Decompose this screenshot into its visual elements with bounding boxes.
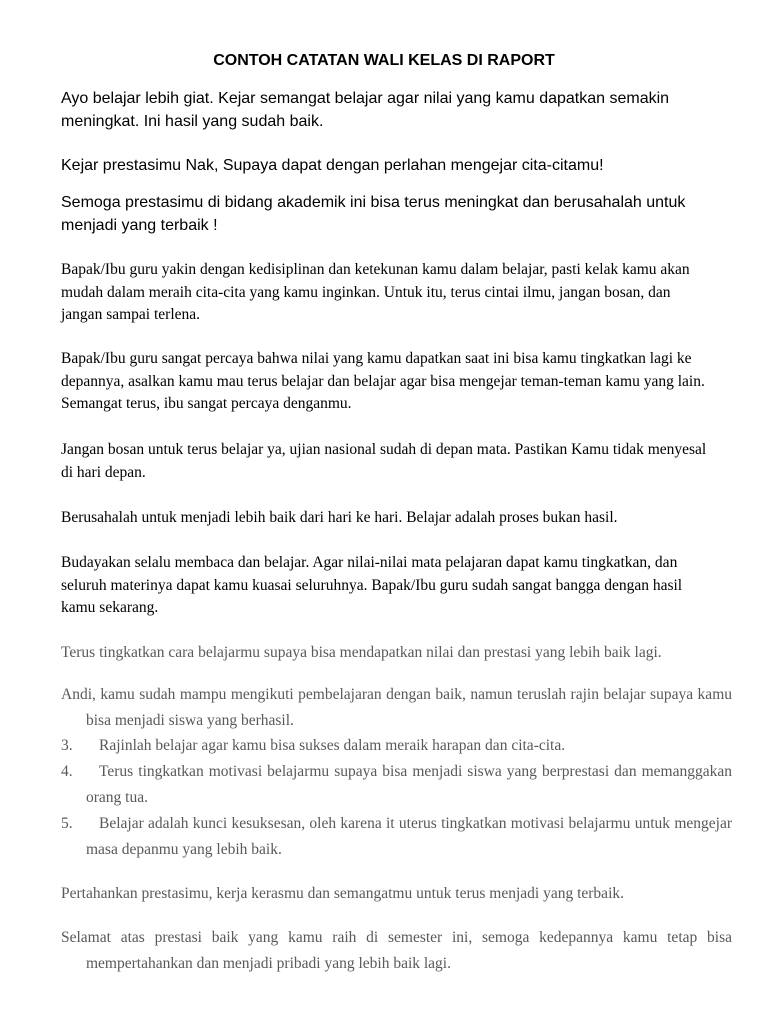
note-paragraph-1: Ayo belajar lebih giat. Kejar semangat belajar agar nilai yang kamu dapatkan semakin meningkat. Ini hasil yang sudah baik.	[61, 90, 670, 130]
item-text: Rajinlah belajar agar kamu bisa sukses dalam meraik harapan dan cita-cita.	[99, 737, 566, 754]
note-paragraph-5: Bapak/Ibu guru sangat percaya bahwa nilai yang kamu dapatkan saat ini bisa kamu tingkatkan lagi ke depannya, asalkan kamu mau terus belajar dan belajar agar bisa mengejar teman-teman kamu yang lain. Semangat terus, ibu sangat percaya denganmu.	[61, 350, 705, 412]
note-paragraph-9: Terus tingkatkan cara belajarmu supaya bisa mendapatkan nilai dan prestasi yang lebih baik lagi.	[61, 644, 662, 661]
item-number: 5.	[61, 815, 73, 832]
item-text: Belajar adalah kunci kesuksesan, oleh karena it uterus tingkatkan motivasi belajarmu untuk mengejar masa depanmu yang lebih baik.	[86, 815, 732, 858]
document-title: CONTOH CATATAN WALI KELAS DI RAPORT	[213, 52, 555, 69]
note-paragraph-closing-2: Selamat atas prestasi baik yang kamu raih di semester ini, semoga kedepannya kamu tetap bisa mempertahankan dan menjadi pribadi yang lebih baik lagi.	[61, 929, 732, 972]
numbered-item-5	[61, 811, 732, 863]
note-paragraph-8: Budayakan selalu membaca dan belajar. Agar nilai-nilai mata pelajaran dapat kamu tingkatkan, dan seluruh materinya dapat kamu kuasai seluruhnya. Bapak/Ibu guru sudah sangat bangga dengan hasil kamu sekarang.	[61, 554, 683, 616]
numbered-item-4	[61, 759, 732, 811]
item-text: Terus tingkatkan motivasi belajarmu supaya bisa menjadi siswa yang berprestasi dan memanggakan orang tua.	[86, 763, 732, 806]
note-paragraph-closing-1: Pertahankan prestasimu, kerja kerasmu dan semangatmu untuk terus menjadi yang terbaik.	[61, 885, 624, 902]
numbered-item-3	[61, 733, 732, 759]
note-paragraph-7: Berusahalah untuk menjadi lebih baik dari hari ke hari. Belajar adalah proses bukan hasil.	[61, 509, 618, 526]
item-number: 3.	[61, 737, 73, 754]
note-paragraph-4: Bapak/Ibu guru yakin dengan kedisiplinan dan ketekunan kamu dalam belajar, pasti kelak kamu akan mudah dalam meraih cita-cita yang kamu inginkan. Untuk itu, terus cintai ilmu, jangan bosan, dan jangan sampai terlena.	[61, 261, 690, 323]
item-number: 4.	[61, 763, 73, 780]
note-paragraph-6: Jangan bosan untuk terus belajar ya, ujian nasional sudah di depan mata. Pastikan Kamu tidak menyesal di hari depan.	[61, 441, 707, 481]
note-paragraph-3: Semoga prestasimu di bidang akademik ini bisa terus meningkat dan berusahalah untuk menjadi yang terbaik !	[61, 194, 686, 234]
note-paragraph-andi: Andi, kamu sudah mampu mengikuti pembelajaran dengan baik, namun teruslah rajin belajar supaya kamu bisa menjadi siswa yang berhasil.	[61, 686, 732, 729]
note-paragraph-2: Kejar prestasimu Nak, Supaya dapat dengan perlahan mengejar cita-citamu!	[61, 157, 604, 174]
